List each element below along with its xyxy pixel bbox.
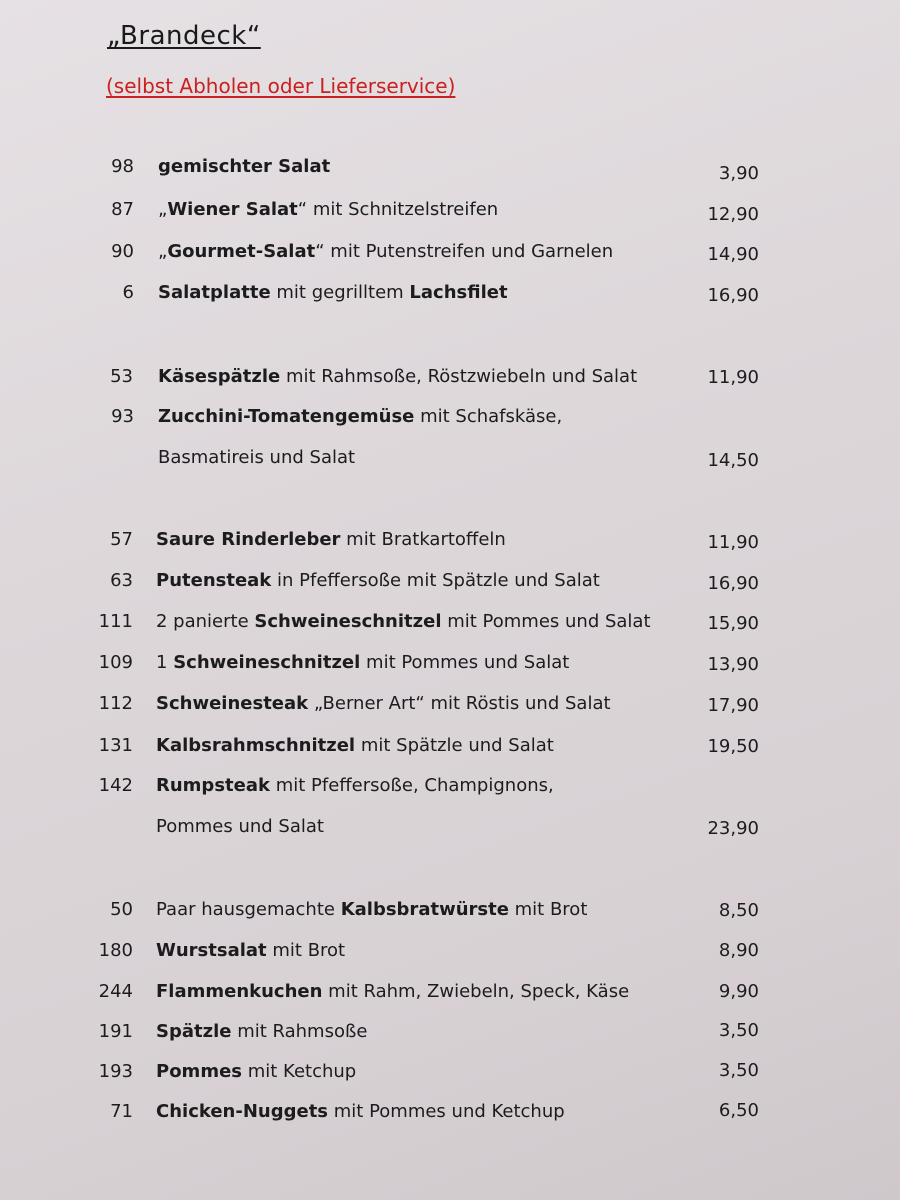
menu-item-price: 14,50: [707, 450, 759, 471]
menu-item-price: 16,90: [707, 285, 759, 306]
menu-item-text: „: [158, 199, 168, 220]
menu-item-number: 98: [111, 156, 134, 177]
menu-item-highlight: Lachsfilet: [409, 282, 508, 303]
menu-item-highlight: Rumpsteak: [156, 775, 270, 796]
menu-item-text: mit Brot: [508, 899, 588, 920]
menu-item-text: mit Schafskäse,: [414, 406, 563, 427]
menu-item: [0, 566, 900, 596]
menu-item-highlight: Gourmet-Salat: [167, 241, 316, 262]
menu-item-highlight: Wiener Salat: [167, 199, 298, 220]
menu-item-highlight: Spätzle: [156, 1021, 232, 1042]
menu-item-text: mit Spätzle und Salat: [355, 735, 554, 756]
menu-item-text: mit gegrilltem: [270, 282, 410, 303]
menu-item-number: 6: [122, 282, 134, 303]
menu-item: [0, 237, 900, 267]
menu-item-description: [156, 936, 345, 966]
menu-item-description: [156, 731, 554, 761]
menu-item-description: [158, 362, 637, 392]
menu-item-highlight: Schweineschnitzel: [254, 611, 442, 632]
menu-item-number: 131: [98, 735, 133, 756]
menu-item-price: 11,90: [707, 367, 759, 388]
menu-item: [0, 648, 900, 678]
menu-item-description: [158, 402, 562, 432]
menu-item-text: mit Pfeffersoße, Champignons,: [269, 775, 554, 796]
menu-item-number: 63: [110, 570, 133, 591]
menu-item-number: 193: [98, 1061, 133, 1082]
menu-item-description: [156, 648, 569, 678]
menu-item-price: 6,50: [718, 1100, 759, 1121]
menu-item: [0, 812, 900, 842]
menu-item-price: 14,90: [707, 244, 759, 265]
menu-item-highlight: Saure Rinderleber: [156, 529, 341, 550]
menu-item-price: 13,90: [707, 654, 759, 675]
menu-item-description: [158, 237, 613, 267]
menu-item-description: [156, 771, 554, 801]
menu-item-description: [156, 977, 629, 1007]
menu-item-number: 53: [110, 366, 133, 387]
menu-item-number: 112: [98, 693, 133, 714]
menu-item-price: 12,90: [707, 204, 759, 225]
menu-item: [0, 1057, 900, 1087]
menu-item: [0, 977, 900, 1007]
menu-item: [0, 771, 900, 801]
menu-item: [0, 731, 900, 761]
menu-item-number: 90: [111, 241, 134, 262]
menu-item: [0, 525, 900, 555]
menu-item-text: Pommes und Salat: [156, 816, 324, 837]
menu-item-description: [156, 812, 324, 842]
menu-item-text: Paar hausgemachte: [156, 899, 341, 920]
menu-item-number: 87: [111, 199, 134, 220]
menu-item-highlight: Chicken-Nuggets: [156, 1101, 329, 1122]
menu-item-description: [158, 443, 355, 473]
menu-item-highlight: Wurstsalat: [156, 940, 267, 961]
menu-item-highlight: Salatplatte: [158, 282, 271, 303]
menu-item: [0, 195, 900, 225]
menu-item: [0, 895, 900, 925]
menu-item-description: [156, 525, 506, 555]
menu-item-price: 23,90: [707, 818, 759, 839]
menu-item-text: mit Rahm, Zwiebeln, Speck, Käse: [322, 981, 630, 1002]
menu-item-number: 191: [98, 1021, 133, 1042]
menu-item-number: 244: [98, 981, 133, 1002]
menu-item-price: 3,90: [718, 163, 759, 184]
menu-item: [0, 278, 900, 308]
menu-item-price: 8,90: [718, 940, 759, 961]
menu-item-number: 109: [98, 652, 133, 673]
menu-item-text: 1: [156, 652, 174, 673]
menu-item-highlight: Käsespätzle: [158, 366, 281, 387]
menu-item-price: 9,90: [718, 981, 759, 1002]
menu-item-text: in Pfeffersoße mit Spätzle und Salat: [271, 570, 600, 591]
menu-item-number: 50: [110, 899, 133, 920]
menu-item-number: 93: [111, 406, 134, 427]
menu-item-number: 71: [110, 1101, 133, 1122]
menu-item-text: “ mit Putenstreifen und Garnelen: [315, 241, 614, 262]
menu-item-text: mit Bratkartoffeln: [340, 529, 506, 550]
menu-item-highlight: Kalbsbratwürste: [340, 899, 509, 920]
menu-item-text: Basmatireis und Salat: [158, 447, 356, 468]
menu-item-highlight: Pommes: [156, 1061, 242, 1082]
menu-item-text: mit Pommes und Ketchup: [328, 1101, 565, 1122]
menu-item: [0, 152, 900, 182]
menu-item-text: mit Rahmsoße, Röstzwiebeln und Salat: [280, 366, 638, 387]
menu-title: „Brandeck“: [107, 21, 261, 51]
menu-item-number: 57: [110, 529, 133, 550]
menu-item-description: [156, 607, 651, 637]
menu-item: [0, 1097, 900, 1127]
menu-item-price: 15,90: [707, 613, 759, 634]
menu-item-highlight: Flammenkuchen: [156, 981, 323, 1002]
menu-item-price: 17,90: [707, 695, 759, 716]
menu-item: [0, 607, 900, 637]
menu-item-description: [158, 278, 508, 308]
menu-item-description: [156, 1017, 367, 1047]
menu-item-text: 2 panierte: [156, 611, 255, 632]
menu-item-price: 19,50: [707, 736, 759, 757]
menu-item-description: [156, 895, 587, 925]
menu-item-text: „: [158, 241, 168, 262]
menu-item-text: mit Ketchup: [242, 1061, 357, 1082]
menu-item-number: 111: [98, 611, 133, 632]
menu-item-text: mit Rahmsoße: [231, 1021, 368, 1042]
menu-item-price: 16,90: [707, 573, 759, 594]
menu-item-description: [156, 689, 611, 719]
menu-item-text: mit Pommes und Salat: [441, 611, 651, 632]
menu-item: [0, 362, 900, 392]
menu-item-highlight: gemischter Salat: [158, 156, 331, 177]
menu-item: [0, 936, 900, 966]
menu-item-highlight: Kalbsrahmschnitzel: [156, 735, 356, 756]
menu-item-number: 142: [98, 775, 133, 796]
menu-item-description: [156, 1097, 565, 1127]
menu-item: [0, 402, 900, 432]
menu-item-highlight: Schweineschnitzel: [173, 652, 361, 673]
menu-item-description: [156, 1057, 356, 1087]
menu-item-highlight: Schweinesteak: [156, 693, 309, 714]
menu-item-description: [156, 566, 600, 596]
menu-item-highlight: Zucchini-Tomatengemüse: [158, 406, 415, 427]
menu-item-highlight: Putensteak: [156, 570, 272, 591]
menu-item-price: 3,50: [718, 1060, 759, 1081]
menu-item-text: mit Pommes und Salat: [360, 652, 570, 673]
menu-item-number: 180: [98, 940, 133, 961]
menu-item: [0, 1017, 900, 1047]
menu-item-description: [158, 152, 330, 182]
menu-item: [0, 689, 900, 719]
menu-item: [0, 443, 900, 473]
menu-subtitle: (selbst Abholen oder Lieferservice): [106, 74, 456, 98]
menu-item-price: 8,50: [718, 900, 759, 921]
menu-item-description: [158, 195, 498, 225]
menu-item-price: 11,90: [707, 532, 759, 553]
menu-item-text: “ mit Schnitzelstreifen: [297, 199, 499, 220]
menu-item-text: mit Brot: [266, 940, 346, 961]
menu-item-text: „Berner Art“ mit Röstis und Salat: [308, 693, 611, 714]
menu-item-price: 3,50: [718, 1020, 759, 1041]
